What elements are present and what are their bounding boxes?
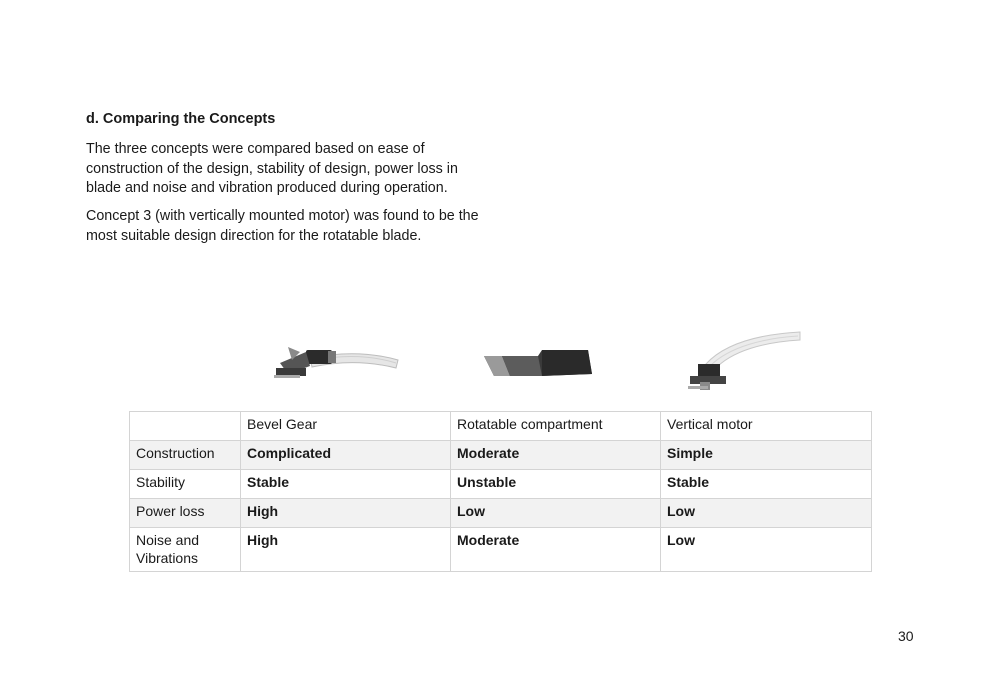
header-cell: Vertical motor: [661, 412, 872, 441]
header-cell: [130, 412, 241, 441]
rotatable-compartment-concept-image: [480, 348, 600, 384]
intro-paragraph: The three concepts were compared based on ease of construction of the design, stability of design, power loss in blade and noise and vibration produced during operation.: [86, 141, 458, 196]
table-row: [130, 528, 872, 572]
table-row: [130, 441, 872, 470]
table-header-row: [130, 412, 872, 441]
table-cell: Stable: [241, 470, 451, 499]
table-cell: Unstable: [451, 470, 661, 499]
table-cell: Moderate: [451, 441, 661, 470]
comparison-table: [129, 411, 872, 572]
header-cell: Rotatable compartment: [451, 412, 661, 441]
table-cell: Low: [661, 499, 872, 528]
table-cell: Stable: [661, 470, 872, 499]
conclusion-paragraph: Concept 3 (with vertically mounted motor) was found to be the most suitable design direction for the rotatable blade.: [86, 208, 479, 244]
row-label: Noise and Vibrations: [130, 528, 241, 572]
bevel-gear-concept-image: [270, 330, 405, 385]
row-label: Construction: [130, 441, 241, 470]
table-cell: High: [241, 499, 451, 528]
row-label: Stability: [130, 470, 241, 499]
vertical-motor-concept-image: [686, 326, 804, 396]
section-heading: d. Comparing the Concepts: [86, 111, 276, 127]
table-cell: Complicated: [241, 441, 451, 470]
row-label: Power loss: [130, 499, 241, 528]
table-cell: Moderate: [451, 528, 661, 572]
table-cell: High: [241, 528, 451, 572]
table-cell: Low: [661, 528, 872, 572]
page-number: 30: [898, 628, 914, 644]
table-row: [130, 470, 872, 499]
table-row: [130, 499, 872, 528]
table-cell: Simple: [661, 441, 872, 470]
header-cell: Bevel Gear: [241, 412, 451, 441]
table-cell: Low: [451, 499, 661, 528]
